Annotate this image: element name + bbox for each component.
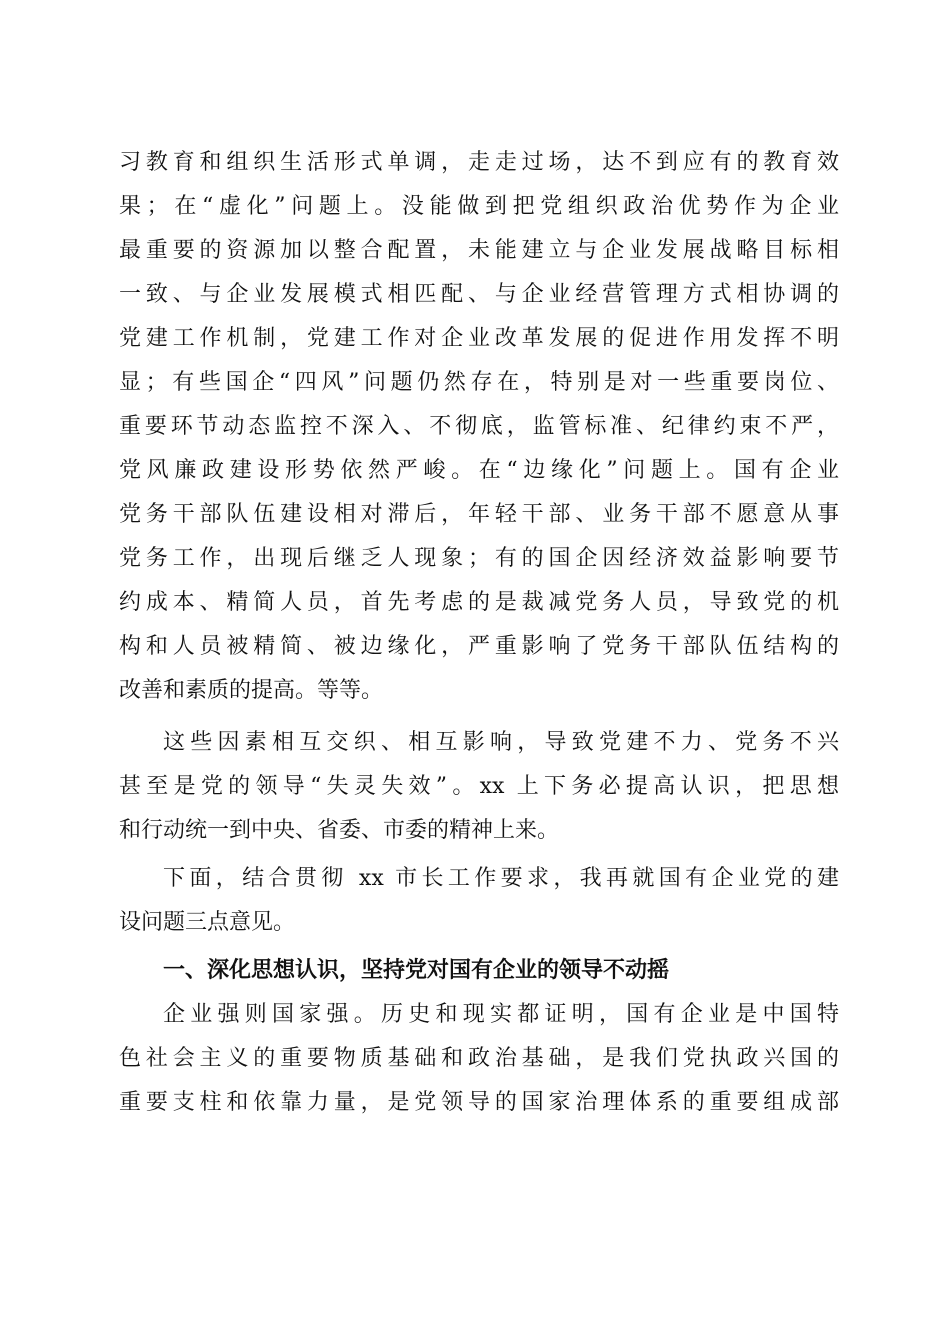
text-line: 这些因素相互交织、相互影响，导致党建不力、党务不兴 <box>163 730 839 755</box>
text-line: 设问题三点意见。 <box>119 910 296 935</box>
text-line: 最重要的资源加以整合配置，未能建立与企业发展战略目标相 <box>119 238 839 263</box>
text-line: 一致、与企业发展模式相匹配、与企业经营管理方式相协调的 <box>119 282 839 307</box>
text-line: 果；在“虚化”问题上。没能做到把党组织政治优势作为企业 <box>119 194 839 219</box>
text-line: 色社会主义的重要物质基础和政治基础，是我们党执政兴国的 <box>119 1046 839 1071</box>
text-line: 和行动统一到中央、省委、市委的精神上来。 <box>119 818 560 843</box>
text-line: 改善和素质的提高。等等。 <box>119 678 384 703</box>
text-line: 下面，结合贯彻 xx 市长工作要求，我再就国有企业党的建 <box>163 866 839 891</box>
text-line: 重要支柱和依靠力量，是党领导的国家治理体系的重要组成部 <box>119 1090 839 1115</box>
text-line: 约成本、精简人员，首先考虑的是裁减党务人员，导致党的机 <box>119 590 839 615</box>
text-line: 党务干部队伍建设相对滞后，年轻干部、业务干部不愿意从事 <box>119 502 839 527</box>
text-line: 党务工作，出现后继乏人现象；有的国企因经济效益影响要节 <box>119 546 839 571</box>
text-line: 党风廉政建设形势依然严峻。在“边缘化”问题上。国有企业 <box>119 458 839 483</box>
text-line: 甚至是党的领导“失灵失效”。xx 上下务必提高认识，把思想 <box>119 774 839 799</box>
text-line: 企业强则国家强。历史和现实都证明，国有企业是中国特 <box>163 1002 839 1027</box>
text-line: 显；有些国企“四风”问题仍然存在，特别是对一些重要岗位、 <box>119 370 839 395</box>
section-heading: 一、深化思想认识，坚持党对国有企业的领导不动摇 <box>163 958 670 983</box>
text-line: 党建工作机制，党建工作对企业改革发展的促进作用发挥不明 <box>119 326 839 351</box>
text-line: 习教育和组织生活形式单调，走走过场，达不到应有的教育效 <box>119 150 839 175</box>
text-line: 重要环节动态监控不深入、不彻底，监管标准、纪律约束不严， <box>119 414 839 439</box>
text-line: 构和人员被精简、被边缘化，严重影响了党务干部队伍结构的 <box>119 634 839 659</box>
